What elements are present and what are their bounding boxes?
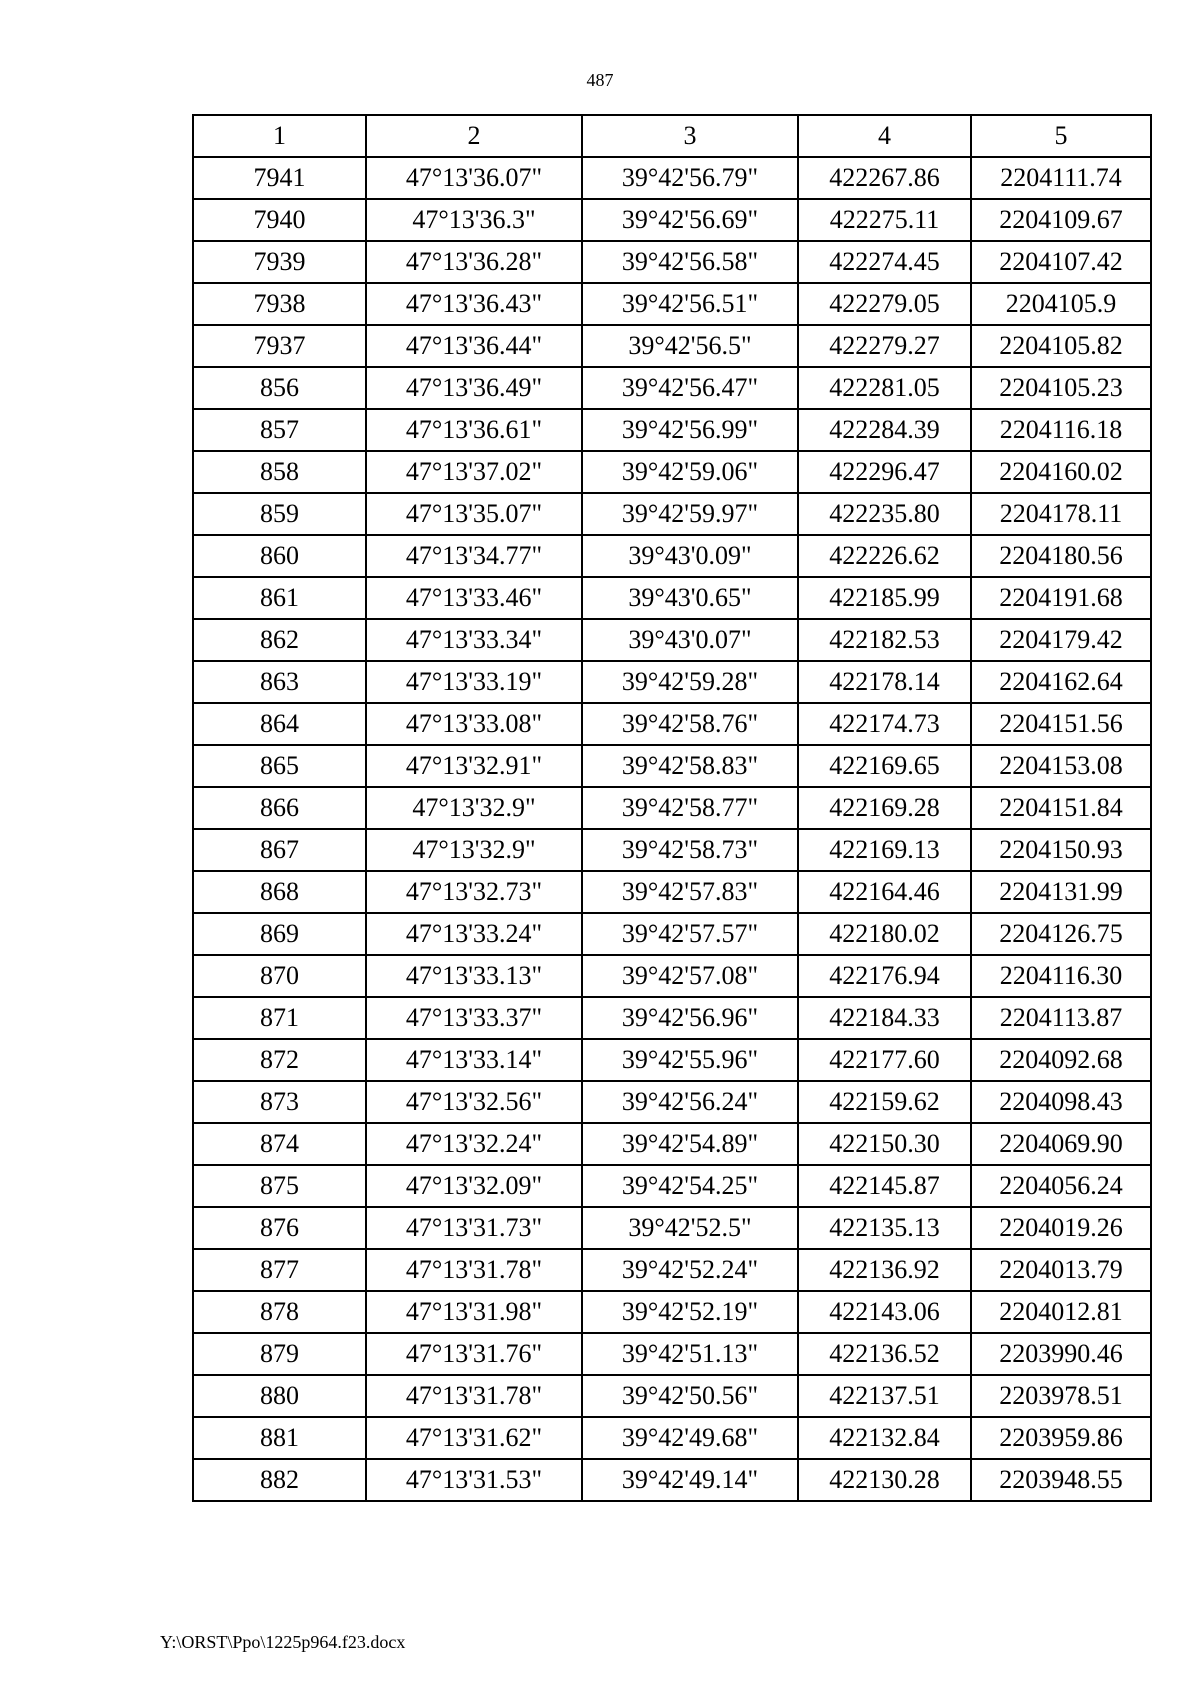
point-number-cell: 864	[193, 703, 366, 745]
y-coordinate-cell: 2204105.82	[971, 325, 1151, 367]
table-row	[193, 1417, 1151, 1459]
y-coordinate-cell: 2204160.02	[971, 451, 1151, 493]
y-coordinate-cell: 2204178.11	[971, 493, 1151, 535]
longitude-cell: 39°42'52.5"	[582, 1207, 798, 1249]
x-coordinate-cell: 422182.53	[798, 619, 971, 661]
latitude-cell: 47°13'36.3"	[366, 199, 582, 241]
longitude-cell: 39°42'58.76"	[582, 703, 798, 745]
y-coordinate-cell: 2204180.56	[971, 535, 1151, 577]
latitude-cell: 47°13'33.14"	[366, 1039, 582, 1081]
longitude-cell: 39°42'56.58"	[582, 241, 798, 283]
x-coordinate-cell: 422235.80	[798, 493, 971, 535]
table-body	[193, 157, 1151, 1501]
y-coordinate-cell: 2204012.81	[971, 1291, 1151, 1333]
y-coordinate-cell: 2204056.24	[971, 1165, 1151, 1207]
y-coordinate-cell: 2204191.68	[971, 577, 1151, 619]
latitude-cell: 47°13'32.56"	[366, 1081, 582, 1123]
table-header-row	[193, 115, 1151, 157]
latitude-cell: 47°13'36.28"	[366, 241, 582, 283]
table-header	[193, 115, 1151, 157]
longitude-cell: 39°43'0.65"	[582, 577, 798, 619]
latitude-cell: 47°13'36.07"	[366, 157, 582, 199]
point-number-cell: 7937	[193, 325, 366, 367]
longitude-cell: 39°42'56.99"	[582, 409, 798, 451]
column-header-4: 4	[798, 115, 971, 157]
point-number-cell: 873	[193, 1081, 366, 1123]
table-row	[193, 1291, 1151, 1333]
longitude-cell: 39°42'51.13"	[582, 1333, 798, 1375]
latitude-cell: 47°13'31.78"	[366, 1375, 582, 1417]
table-row	[193, 1459, 1151, 1501]
x-coordinate-cell: 422169.65	[798, 745, 971, 787]
x-coordinate-cell: 422169.13	[798, 829, 971, 871]
table-row	[193, 409, 1151, 451]
page-number: 487	[586, 70, 614, 90]
point-number-cell: 880	[193, 1375, 366, 1417]
table-row	[193, 241, 1151, 283]
table-row	[193, 157, 1151, 199]
x-coordinate-cell: 422178.14	[798, 661, 971, 703]
y-coordinate-cell: 2204179.42	[971, 619, 1151, 661]
latitude-cell: 47°13'32.73"	[366, 871, 582, 913]
y-coordinate-cell: 2204151.84	[971, 787, 1151, 829]
longitude-cell: 39°42'56.79"	[582, 157, 798, 199]
latitude-cell: 47°13'33.13"	[366, 955, 582, 997]
y-coordinate-cell: 2203990.46	[971, 1333, 1151, 1375]
table-row	[193, 1333, 1151, 1375]
longitude-cell: 39°42'49.14"	[582, 1459, 798, 1501]
x-coordinate-cell: 422180.02	[798, 913, 971, 955]
latitude-cell: 47°13'31.53"	[366, 1459, 582, 1501]
longitude-cell: 39°42'56.24"	[582, 1081, 798, 1123]
longitude-cell: 39°42'57.08"	[582, 955, 798, 997]
x-coordinate-cell: 422137.51	[798, 1375, 971, 1417]
x-coordinate-cell: 422135.13	[798, 1207, 971, 1249]
y-coordinate-cell: 2204092.68	[971, 1039, 1151, 1081]
point-number-cell: 862	[193, 619, 366, 661]
x-coordinate-cell: 422284.39	[798, 409, 971, 451]
x-coordinate-cell: 422169.28	[798, 787, 971, 829]
y-coordinate-cell: 2204105.9	[971, 283, 1151, 325]
longitude-cell: 39°42'59.28"	[582, 661, 798, 703]
latitude-cell: 47°13'33.19"	[366, 661, 582, 703]
latitude-cell: 47°13'33.37"	[366, 997, 582, 1039]
longitude-cell: 39°42'54.89"	[582, 1123, 798, 1165]
point-number-cell: 863	[193, 661, 366, 703]
y-coordinate-cell: 2204019.26	[971, 1207, 1151, 1249]
table-row	[193, 1249, 1151, 1291]
x-coordinate-cell: 422136.92	[798, 1249, 971, 1291]
longitude-cell: 39°42'56.47"	[582, 367, 798, 409]
x-coordinate-cell: 422177.60	[798, 1039, 971, 1081]
latitude-cell: 47°13'33.08"	[366, 703, 582, 745]
longitude-cell: 39°42'58.77"	[582, 787, 798, 829]
y-coordinate-cell: 2204113.87	[971, 997, 1151, 1039]
latitude-cell: 47°13'32.09"	[366, 1165, 582, 1207]
column-header-2: 2	[366, 115, 582, 157]
longitude-cell: 39°42'57.83"	[582, 871, 798, 913]
point-number-cell: 881	[193, 1417, 366, 1459]
table-row	[193, 1207, 1151, 1249]
column-header-5: 5	[971, 115, 1151, 157]
point-number-cell: 868	[193, 871, 366, 913]
y-coordinate-cell: 2204111.74	[971, 157, 1151, 199]
point-number-cell: 879	[193, 1333, 366, 1375]
latitude-cell: 47°13'36.43"	[366, 283, 582, 325]
table-row	[193, 745, 1151, 787]
point-number-cell: 870	[193, 955, 366, 997]
longitude-cell: 39°42'58.83"	[582, 745, 798, 787]
longitude-cell: 39°42'59.06"	[582, 451, 798, 493]
y-coordinate-cell: 2204109.67	[971, 199, 1151, 241]
x-coordinate-cell: 422275.11	[798, 199, 971, 241]
x-coordinate-cell: 422159.62	[798, 1081, 971, 1123]
point-number-cell: 872	[193, 1039, 366, 1081]
x-coordinate-cell: 422150.30	[798, 1123, 971, 1165]
latitude-cell: 47°13'32.9"	[366, 829, 582, 871]
point-number-cell: 857	[193, 409, 366, 451]
longitude-cell: 39°42'55.96"	[582, 1039, 798, 1081]
table-row	[193, 829, 1151, 871]
y-coordinate-cell: 2204116.18	[971, 409, 1151, 451]
latitude-cell: 47°13'36.61"	[366, 409, 582, 451]
x-coordinate-cell: 422185.99	[798, 577, 971, 619]
longitude-cell: 39°42'56.69"	[582, 199, 798, 241]
point-number-cell: 877	[193, 1249, 366, 1291]
latitude-cell: 47°13'34.77"	[366, 535, 582, 577]
latitude-cell: 47°13'35.07"	[366, 493, 582, 535]
x-coordinate-cell: 422281.05	[798, 367, 971, 409]
table-row	[193, 577, 1151, 619]
column-header-1: 1	[193, 115, 366, 157]
latitude-cell: 47°13'31.98"	[366, 1291, 582, 1333]
table-row	[193, 703, 1151, 745]
longitude-cell: 39°42'52.19"	[582, 1291, 798, 1333]
y-coordinate-cell: 2204150.93	[971, 829, 1151, 871]
x-coordinate-cell: 422184.33	[798, 997, 971, 1039]
x-coordinate-cell: 422174.73	[798, 703, 971, 745]
longitude-cell: 39°43'0.07"	[582, 619, 798, 661]
y-coordinate-cell: 2204162.64	[971, 661, 1151, 703]
coordinates-table	[192, 114, 1152, 1502]
point-number-cell: 861	[193, 577, 366, 619]
latitude-cell: 47°13'33.46"	[366, 577, 582, 619]
y-coordinate-cell: 2203948.55	[971, 1459, 1151, 1501]
table-row	[193, 535, 1151, 577]
x-coordinate-cell: 422279.27	[798, 325, 971, 367]
y-coordinate-cell: 2204107.42	[971, 241, 1151, 283]
x-coordinate-cell: 422136.52	[798, 1333, 971, 1375]
y-coordinate-cell: 2204126.75	[971, 913, 1151, 955]
table-row	[193, 619, 1151, 661]
point-number-cell: 7939	[193, 241, 366, 283]
point-number-cell: 858	[193, 451, 366, 493]
longitude-cell: 39°42'59.97"	[582, 493, 798, 535]
point-number-cell: 871	[193, 997, 366, 1039]
longitude-cell: 39°42'56.51"	[582, 283, 798, 325]
point-number-cell: 882	[193, 1459, 366, 1501]
longitude-cell: 39°42'56.96"	[582, 997, 798, 1039]
x-coordinate-cell: 422226.62	[798, 535, 971, 577]
table-row	[193, 1375, 1151, 1417]
table-row	[193, 1123, 1151, 1165]
y-coordinate-cell: 2203959.86	[971, 1417, 1151, 1459]
point-number-cell: 876	[193, 1207, 366, 1249]
table-row	[193, 661, 1151, 703]
longitude-cell: 39°42'50.56"	[582, 1375, 798, 1417]
x-coordinate-cell: 422143.06	[798, 1291, 971, 1333]
table-row	[193, 787, 1151, 829]
x-coordinate-cell: 422145.87	[798, 1165, 971, 1207]
longitude-cell: 39°42'49.68"	[582, 1417, 798, 1459]
latitude-cell: 47°13'32.9"	[366, 787, 582, 829]
latitude-cell: 47°13'31.73"	[366, 1207, 582, 1249]
x-coordinate-cell: 422279.05	[798, 283, 971, 325]
point-number-cell: 867	[193, 829, 366, 871]
footer-file-path: Y:\ORST\Ppo\1225p964.f23.docx	[160, 1632, 406, 1652]
latitude-cell: 47°13'36.49"	[366, 367, 582, 409]
table-row	[193, 199, 1151, 241]
x-coordinate-cell: 422274.45	[798, 241, 971, 283]
x-coordinate-cell: 422130.28	[798, 1459, 971, 1501]
latitude-cell: 47°13'31.78"	[366, 1249, 582, 1291]
table-row	[193, 451, 1151, 493]
latitude-cell: 47°13'37.02"	[366, 451, 582, 493]
y-coordinate-cell: 2203978.51	[971, 1375, 1151, 1417]
latitude-cell: 47°13'33.24"	[366, 913, 582, 955]
table-row	[193, 493, 1151, 535]
x-coordinate-cell: 422132.84	[798, 1417, 971, 1459]
longitude-cell: 39°42'58.73"	[582, 829, 798, 871]
y-coordinate-cell: 2204013.79	[971, 1249, 1151, 1291]
point-number-cell: 859	[193, 493, 366, 535]
latitude-cell: 47°13'36.44"	[366, 325, 582, 367]
column-header-3: 3	[582, 115, 798, 157]
latitude-cell: 47°13'32.91"	[366, 745, 582, 787]
longitude-cell: 39°42'56.5"	[582, 325, 798, 367]
longitude-cell: 39°43'0.09"	[582, 535, 798, 577]
point-number-cell: 7938	[193, 283, 366, 325]
longitude-cell: 39°42'54.25"	[582, 1165, 798, 1207]
point-number-cell: 869	[193, 913, 366, 955]
y-coordinate-cell: 2204153.08	[971, 745, 1151, 787]
table-row	[193, 1165, 1151, 1207]
table-row	[193, 913, 1151, 955]
table-row	[193, 871, 1151, 913]
y-coordinate-cell: 2204151.56	[971, 703, 1151, 745]
x-coordinate-cell: 422164.46	[798, 871, 971, 913]
point-number-cell: 878	[193, 1291, 366, 1333]
point-number-cell: 7940	[193, 199, 366, 241]
table-row	[193, 325, 1151, 367]
table-row	[193, 367, 1151, 409]
y-coordinate-cell: 2204131.99	[971, 871, 1151, 913]
table-row	[193, 1081, 1151, 1123]
point-number-cell: 7941	[193, 157, 366, 199]
table-row	[193, 1039, 1151, 1081]
point-number-cell: 866	[193, 787, 366, 829]
y-coordinate-cell: 2204116.30	[971, 955, 1151, 997]
longitude-cell: 39°42'52.24"	[582, 1249, 798, 1291]
table-row	[193, 955, 1151, 997]
table-row	[193, 283, 1151, 325]
x-coordinate-cell: 422296.47	[798, 451, 971, 493]
y-coordinate-cell: 2204069.90	[971, 1123, 1151, 1165]
y-coordinate-cell: 2204098.43	[971, 1081, 1151, 1123]
point-number-cell: 865	[193, 745, 366, 787]
latitude-cell: 47°13'31.76"	[366, 1333, 582, 1375]
longitude-cell: 39°42'57.57"	[582, 913, 798, 955]
point-number-cell: 875	[193, 1165, 366, 1207]
y-coordinate-cell: 2204105.23	[971, 367, 1151, 409]
x-coordinate-cell: 422176.94	[798, 955, 971, 997]
latitude-cell: 47°13'32.24"	[366, 1123, 582, 1165]
point-number-cell: 874	[193, 1123, 366, 1165]
table-row	[193, 997, 1151, 1039]
latitude-cell: 47°13'31.62"	[366, 1417, 582, 1459]
point-number-cell: 856	[193, 367, 366, 409]
point-number-cell: 860	[193, 535, 366, 577]
latitude-cell: 47°13'33.34"	[366, 619, 582, 661]
x-coordinate-cell: 422267.86	[798, 157, 971, 199]
